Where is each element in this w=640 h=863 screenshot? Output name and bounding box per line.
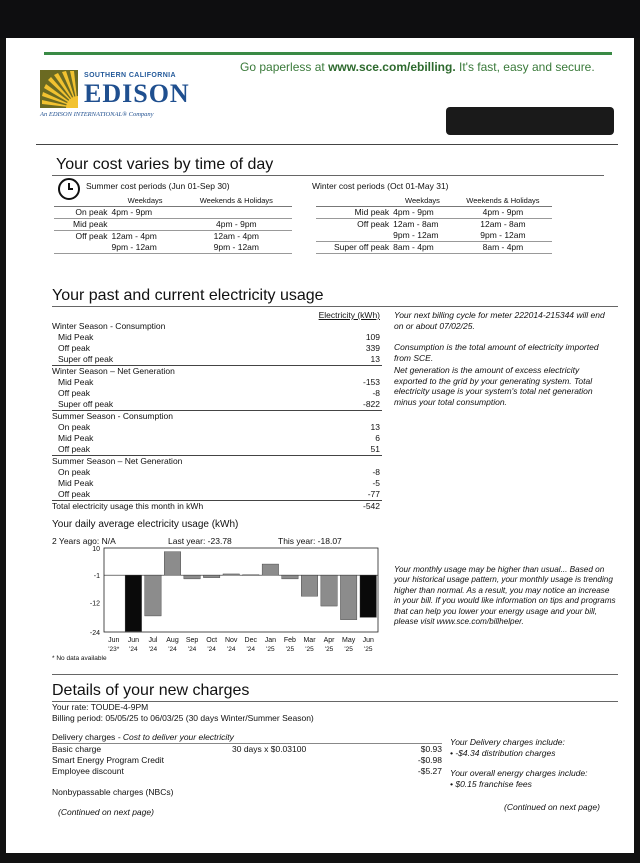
period-weekdays: 9pm - 12am	[110, 242, 181, 254]
col-weekdays: Weekdays	[110, 195, 181, 207]
delivery-charges-table	[52, 744, 442, 777]
x-tick-year: '25	[324, 646, 334, 653]
x-tick-year: '24	[148, 646, 158, 653]
x-tick-month: Sep	[185, 637, 199, 644]
continued-right: (Continued on next page)	[504, 802, 600, 812]
x-tick-year: '24	[207, 646, 216, 653]
period-weekdays	[110, 219, 181, 231]
x-tick-month: Oct	[206, 637, 218, 644]
x-tick-month: Jun	[108, 637, 120, 644]
x-tick-month: Apr	[323, 637, 335, 644]
usage-label: Off peak	[58, 388, 90, 398]
y-tick-label: 10	[92, 546, 100, 553]
usage-value: -77	[345, 489, 382, 501]
billing-period: Billing period: 05/05/25 to 06/03/25 (30 days Winter/Summer Season)	[52, 713, 314, 723]
tou-title-rule	[52, 175, 604, 176]
usage-row	[52, 332, 382, 343]
usage-value: 13	[345, 354, 382, 366]
charge-row	[52, 766, 442, 777]
x-tick-month: Mar	[303, 637, 316, 644]
continued-left: (Continued on next page)	[58, 807, 154, 817]
bill-page	[6, 38, 634, 853]
x-tick-month: Nov	[224, 637, 238, 644]
chart-bar	[184, 575, 200, 579]
usage-row	[52, 343, 382, 354]
usage-label: Mid Peak	[58, 433, 94, 443]
x-tick-month: Jun	[127, 637, 140, 644]
x-tick-year: '25	[363, 646, 373, 653]
x-tick-year: '25	[344, 646, 353, 653]
billing-cycle-note: Your next billing cycle for meter 222014-215344 will end on or about 07/02/25.	[394, 310, 605, 331]
company-name: EDISON	[84, 79, 190, 108]
delivery-includes-item: • -$4.34 distribution charges	[450, 748, 556, 758]
x-tick-year: '24	[168, 646, 177, 653]
period-weekends: 9pm - 12am	[454, 230, 552, 242]
period-name: Off peak	[75, 231, 108, 241]
usage-value	[345, 366, 382, 378]
period-weekends: 4pm - 9pm	[454, 207, 552, 219]
charge-row	[52, 755, 442, 766]
period-weekends: 4pm - 9pm	[181, 219, 292, 231]
usage-value: 339	[365, 343, 380, 353]
usage-label: Mid Peak	[58, 332, 94, 342]
chart-bar	[125, 575, 141, 631]
x-tick-month: Jan	[264, 637, 277, 644]
summer-periods-label: Summer cost periods (Jun 01-Sep 30)	[86, 181, 230, 191]
nbc-label: Nonbypassable charges (NBCs)	[52, 787, 174, 797]
x-tick-month: Jul	[148, 637, 158, 644]
charges-section-title: Details of your new charges	[52, 682, 250, 699]
usage-value: 51	[345, 444, 382, 456]
usage-section-row	[52, 411, 382, 423]
no-data-footnote: * No data available	[52, 655, 107, 662]
chart-bar	[360, 575, 376, 617]
usage-value: 13	[370, 422, 380, 432]
usage-table	[52, 321, 382, 512]
charges-top-rule	[52, 674, 618, 675]
usage-label: Summer Season – Net Generation	[52, 456, 183, 466]
usage-section-row	[52, 456, 382, 468]
period-weekdays: 8am - 4pm	[391, 242, 454, 254]
x-tick-year: '25	[305, 646, 314, 653]
paperless-prefix: Go paperless at	[240, 60, 325, 74]
chart-bar	[223, 574, 239, 575]
x-tick-month: Aug	[166, 637, 179, 644]
rate-label: Your rate: TOUDE-4-9PM	[52, 702, 149, 712]
usage-row	[52, 478, 382, 489]
x-tick-year: '25	[266, 646, 275, 653]
chart-bar	[243, 575, 259, 576]
usage-label: Mid Peak	[58, 478, 94, 488]
period-name: Off peak	[357, 219, 390, 229]
usage-label: Off peak	[58, 343, 90, 353]
consumption-note: Consumption is the total amount of electricity imported from SCE.	[394, 342, 599, 363]
usage-title-rule	[52, 306, 618, 307]
usage-value	[345, 411, 382, 423]
ebilling-link[interactable]: www.sce.com/ebilling.	[328, 60, 456, 74]
charge-detail: 30 days x $0.03100	[232, 744, 307, 754]
usage-row	[52, 377, 382, 388]
x-tick-month: Feb	[283, 637, 296, 644]
usage-total-row	[52, 501, 382, 513]
charge-detail	[232, 766, 372, 777]
period-name: Mid peak	[316, 207, 391, 219]
col-weekends: Weekends & Holidays	[454, 195, 552, 207]
charge-row	[52, 744, 442, 755]
period-weekdays: 12am - 4pm	[111, 231, 157, 241]
usage-value: -8	[372, 467, 380, 477]
redacted-account-info	[446, 107, 614, 135]
period-weekends: 9pm - 12am	[181, 242, 292, 254]
usage-row	[52, 433, 382, 444]
usage-row	[52, 444, 382, 456]
x-tick-month: Dec	[244, 637, 258, 644]
daily-usage-chart	[52, 546, 382, 654]
period-name: Super off peak	[316, 242, 391, 254]
x-tick-month: May	[342, 637, 356, 644]
usage-section-title: Your past and current electricity usage	[52, 287, 324, 304]
y-tick-label: -12	[89, 600, 100, 608]
period-weekends: 12am - 4pm	[213, 231, 259, 241]
chart-title: Your daily average electricity usage (kWh)	[52, 519, 239, 530]
usage-row	[52, 354, 382, 366]
x-tick-year: '24	[246, 646, 256, 653]
x-tick-year: '24	[129, 646, 138, 653]
usage-label: Off peak	[52, 489, 345, 501]
chart-bar	[164, 552, 180, 575]
charge-label: Basic charge	[52, 744, 102, 754]
usage-section-row	[52, 366, 382, 378]
last-year: Last year: -23.78	[168, 536, 232, 546]
y-tick-label: -1	[93, 573, 100, 581]
net-generation-note: Net generation is the amount of excess electricity exported to the grid by your generating system. Total electricity usage is your system's total net generation minus your total consumption.	[394, 365, 593, 407]
delivery-includes-label: Your Delivery charges include:	[450, 737, 565, 747]
usage-units-header: Electricity (kWh)	[318, 310, 380, 320]
charge-detail	[232, 755, 372, 766]
period-weekends: 12am - 8am	[480, 219, 526, 229]
usage-label: Summer Season - Consumption	[52, 411, 173, 421]
usage-label: On peak	[58, 467, 91, 477]
tou-section-title: Your cost varies by time of day	[56, 156, 274, 173]
usage-value: -153	[362, 377, 380, 387]
period-weekdays: 9pm - 12am	[391, 230, 454, 242]
usage-label: Super off peak	[52, 354, 345, 366]
chart-bar	[262, 564, 278, 575]
usage-value: -8	[372, 388, 380, 398]
usage-row	[52, 422, 382, 433]
usage-row	[52, 399, 382, 411]
usage-section-row	[52, 321, 382, 332]
usage-label: On peak	[58, 422, 91, 432]
charge-amount: -$5.27	[417, 766, 442, 776]
winter-periods-label: Winter cost periods (Oct 01-May 31)	[312, 181, 449, 191]
period-weekends: 8am - 4pm	[454, 242, 552, 254]
this-year: This year: -18.07	[278, 536, 342, 546]
summer-tou-table	[54, 195, 292, 254]
usage-row	[52, 489, 382, 501]
header-green-rule	[44, 52, 612, 55]
two-years-ago: 2 Years ago: N/A	[52, 536, 116, 546]
x-tick-year: '24	[187, 646, 197, 653]
col-weekends: Weekends & Holidays	[181, 195, 292, 207]
chart-bar	[340, 575, 356, 619]
paperless-suffix: It's fast, easy and secure.	[459, 60, 595, 74]
col-weekdays: Weekdays	[391, 195, 454, 207]
usage-label: Winter Season – Net Generation	[52, 366, 175, 376]
sun-logo-icon	[40, 70, 78, 108]
delivery-charges-header	[52, 732, 234, 742]
usage-value	[345, 321, 382, 332]
header-divider	[36, 144, 618, 145]
chart-bar	[203, 575, 219, 577]
x-tick-month: Jun	[362, 637, 374, 644]
charge-label: Smart Energy Program Credit	[52, 755, 164, 765]
x-tick-year: '25	[285, 646, 295, 653]
usage-advice-note: Your monthly usage may be higher than usual... Based on your historical usage pattern, your monthly usage is trending higher than normal. As a result, you may notice an increase in your bill. If you would like information on tips and programs that can help you lower your energy usage and your bill, please visit www.sce.com/billhelper.	[394, 565, 616, 627]
delivery-charges-desc: - Cost to deliver your electricity	[117, 732, 234, 742]
period-weekdays: 4pm - 9pm	[110, 207, 181, 219]
usage-row	[52, 467, 382, 478]
period-name: On peak	[54, 207, 110, 219]
top-dark-border	[0, 0, 640, 38]
winter-tou-table	[316, 195, 552, 254]
edison-logo	[40, 70, 190, 110]
usage-row	[52, 388, 382, 399]
company-region-label: SOUTHERN CALIFORNIA	[84, 72, 176, 79]
usage-value	[345, 456, 382, 468]
usage-value: 6	[375, 433, 380, 443]
chart-bar	[145, 575, 161, 616]
delivery-charges-label: Delivery charges	[52, 732, 116, 742]
usage-value: -542	[362, 501, 380, 511]
y-tick-label: -24	[89, 630, 100, 637]
x-tick-year: '23*	[108, 646, 120, 653]
usage-label: Winter Season - Consumption	[52, 321, 166, 331]
period-weekends	[181, 207, 292, 219]
usage-label: Mid Peak	[58, 377, 94, 387]
period-name: Mid peak	[54, 219, 110, 231]
charge-amount: -$0.98	[417, 755, 442, 765]
charge-amount: $0.93	[420, 744, 442, 754]
usage-label: Super off peak	[52, 399, 345, 411]
chart-bar	[321, 575, 337, 606]
energy-includes-item: • $0.15 franchise fees	[450, 779, 532, 789]
charge-label: Employee discount	[52, 766, 124, 776]
period-weekdays: 4pm - 9pm	[391, 207, 454, 219]
chart-bar	[301, 575, 317, 596]
company-tagline: An EDISON INTERNATIONAL® Company	[40, 111, 154, 118]
x-tick-year: '24	[226, 646, 236, 653]
usage-label: Total electricity usage this month in kWh	[52, 501, 204, 511]
chart-bar	[282, 575, 298, 579]
period-weekdays: 12am - 8am	[393, 219, 439, 229]
usage-value: 109	[365, 332, 380, 342]
usage-label: Off peak	[52, 444, 345, 456]
usage-value: -5	[372, 478, 380, 488]
energy-includes-label: Your overall energy charges include:	[450, 768, 588, 778]
paperless-promo	[240, 60, 595, 74]
usage-value: -822	[345, 399, 382, 411]
